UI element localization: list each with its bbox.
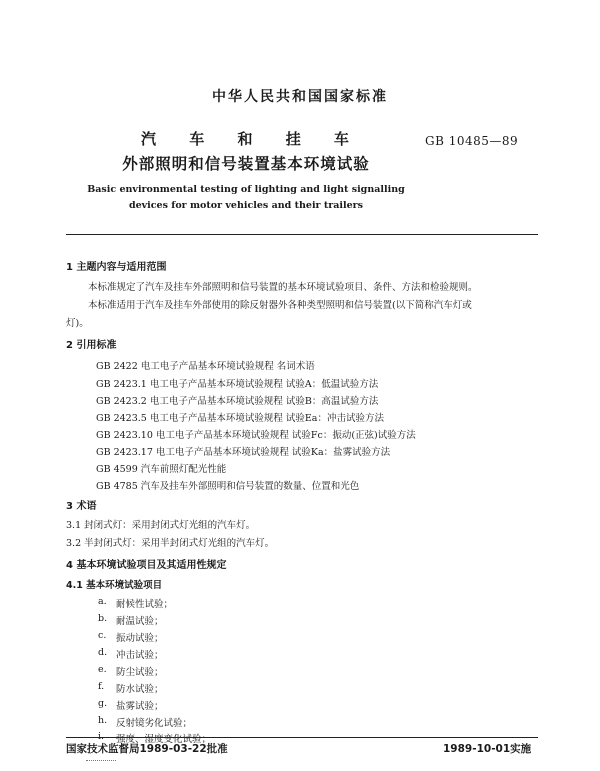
section-1-heading: 1 主题内容与适用范围 bbox=[66, 262, 167, 273]
list-item: 防尘试验； bbox=[116, 667, 164, 678]
list-item: 防水试验； bbox=[116, 684, 164, 695]
reference-item: GB 2422 电工电子产品基本环境试验规程 名词术语 bbox=[96, 361, 315, 372]
list-item: 冲击试验； bbox=[116, 650, 164, 661]
list-item-letter: f. bbox=[98, 681, 105, 692]
section-1-paragraph-2-cont: 灯)。 bbox=[66, 318, 89, 329]
standard-number: GB 10485—89 bbox=[425, 134, 519, 148]
reference-item: GB 2423.17 电工电子产品基本环境试验规程 试验Ka：盐雾试验方法 bbox=[96, 447, 391, 458]
list-item-letter: a. bbox=[98, 596, 107, 607]
approval-date: 国家技术监督局1989-03-22批准 bbox=[66, 743, 228, 755]
footer-divider bbox=[66, 737, 538, 738]
effective-date: 1989-10-01实施 bbox=[443, 743, 532, 755]
section-4-heading: 4 基本环境试验项目及其适用性规定 bbox=[66, 560, 227, 571]
title-line-2: 外部照明和信号装置基本环境试验 bbox=[122, 155, 370, 173]
section-1-paragraph-1: 本标准规定了汽车及挂车外部照明和信号装置的基本环境试验项目、条件、方法和检验规则。 bbox=[88, 282, 478, 293]
list-item-letter: b. bbox=[98, 613, 108, 624]
reference-item: GB 4785 汽车及挂车外部照明和信号装置的数量、位置和光色 bbox=[96, 481, 360, 492]
header-divider bbox=[66, 234, 538, 235]
list-item-letter: i. bbox=[98, 731, 105, 742]
reference-item: GB 2423.10 电工电子产品基本环境试验规程 试验Fc：振动(正弦)试验方法 bbox=[96, 430, 416, 441]
subsection-4-1-heading: 4.1 基本环境试验项目 bbox=[66, 580, 163, 591]
list-item: 耐候性试验； bbox=[116, 599, 174, 610]
page-mark bbox=[86, 760, 116, 761]
list-item: 振动试验； bbox=[116, 633, 164, 644]
english-title-line-1: Basic environmental testing of lighting and light signalling bbox=[87, 184, 405, 195]
list-item-letter: c. bbox=[98, 630, 107, 641]
reference-item: GB 4599 汽车前照灯配光性能 bbox=[96, 464, 227, 475]
list-item-letter: d. bbox=[98, 647, 108, 658]
list-item: 盐雾试验； bbox=[116, 701, 164, 712]
list-item: 强度、湿度变化试验； bbox=[116, 734, 212, 745]
issuing-organization: 中华人民共和国国家标准 bbox=[212, 89, 388, 105]
list-item: 反射镜劣化试验； bbox=[116, 718, 193, 729]
reference-item: GB 2423.2 电工电子产品基本环境试验规程 试验B：高温试验方法 bbox=[96, 396, 379, 407]
definition-3-1: 3.1 封闭式灯：采用封闭式灯光组的汽车灯。 bbox=[66, 520, 256, 531]
english-title-line-2: devices for motor vehicles and their trailers bbox=[128, 200, 364, 211]
section-3-heading: 3 术语 bbox=[66, 501, 97, 512]
definition-3-2: 3.2 半封闭式灯：采用半封闭式灯光组的汽车灯。 bbox=[66, 538, 275, 549]
list-item-letter: e. bbox=[98, 664, 107, 675]
title-line-1: 汽 车 和 挂 车 bbox=[141, 130, 363, 148]
section-2-heading: 2 引用标准 bbox=[66, 340, 117, 351]
list-item-letter: h. bbox=[98, 715, 108, 726]
list-item: 耐温试验； bbox=[116, 616, 164, 627]
list-item-letter: g. bbox=[98, 698, 108, 709]
reference-item: GB 2423.1 电工电子产品基本环境试验规程 试验A：低温试验方法 bbox=[96, 379, 379, 390]
section-1-paragraph-2: 本标准适用于汽车及挂车外部使用的除反射器外各种类型照明和信号装置(以下简称汽车灯或 bbox=[88, 300, 472, 311]
reference-item: GB 2423.5 电工电子产品基本环境试验规程 试验Ea：冲击试验方法 bbox=[96, 413, 384, 424]
